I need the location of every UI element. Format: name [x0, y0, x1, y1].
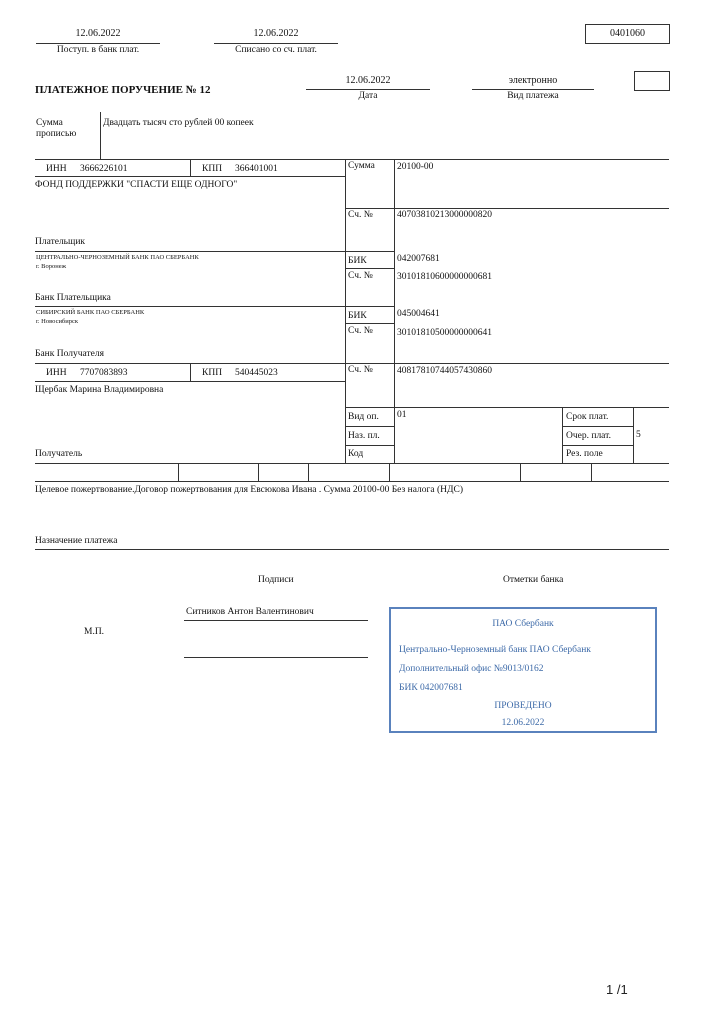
- payment-type: электронно: [508, 75, 558, 86]
- payer-label: Плательщик: [35, 237, 86, 247]
- payee-label: Получатель: [35, 449, 83, 459]
- form-code: 0401060: [585, 24, 670, 44]
- divider: [562, 445, 633, 446]
- vid-op-value: 01: [397, 410, 407, 420]
- debited-date: 12.06.2022: [253, 28, 299, 39]
- stamp-status: ПРОВЕДЕНО: [494, 701, 552, 711]
- payee-name: Щербак Марина Владимировна: [35, 385, 164, 395]
- stamp-bank: ПАО Сбербанк: [492, 619, 554, 629]
- divider: [308, 463, 309, 481]
- srok-label: Срок плат.: [566, 412, 609, 422]
- document-date: 12.06.2022: [345, 75, 391, 86]
- debited-label: Списано со сч. плат.: [235, 45, 317, 55]
- payee-bank-name: СИБИРСКИЙ БАНК ПАО СБЕРБАНК: [36, 309, 145, 316]
- ocher-value: 5: [636, 430, 641, 440]
- stamp-office: Дополнительный офис №9013/0162: [399, 664, 544, 674]
- vid-op-label: Вид оп.: [348, 412, 379, 422]
- mp-label: М.П.: [84, 627, 105, 637]
- signature-line: [184, 620, 368, 621]
- divider: [345, 445, 394, 446]
- payee-kpp-label: КПП: [202, 368, 223, 378]
- sum-value: 20100-00: [397, 162, 434, 172]
- amount-words-label-2: прописью: [36, 129, 77, 139]
- kod-label: Код: [348, 449, 364, 459]
- divider: [36, 43, 160, 44]
- stamp-branch: Центрально-Черноземный банк ПАО Сбербанк: [399, 645, 591, 655]
- date-label: Дата: [358, 91, 378, 101]
- divider: [35, 549, 669, 550]
- divider: [35, 251, 394, 252]
- divider: [35, 159, 669, 160]
- payee-bank-bik: 045004641: [397, 309, 440, 319]
- divider: [35, 481, 669, 482]
- payer-bank-bik: 042007681: [397, 254, 440, 264]
- divider: [633, 407, 634, 464]
- payee-bank-account-label: Сч. №: [348, 326, 373, 336]
- divider: [35, 381, 345, 382]
- received-label: Поступ. в банк плат.: [56, 45, 140, 55]
- divider: [389, 463, 390, 481]
- stamp-bik: БИК 042007681: [399, 683, 463, 693]
- divider: [100, 112, 101, 159]
- payer-name: ФОНД ПОДДЕРЖКИ "СПАСТИ ЕЩЕ ОДНОГО": [35, 180, 238, 190]
- divider: [35, 463, 669, 464]
- divider: [394, 159, 395, 464]
- payee-inn: 7707083893: [80, 368, 128, 378]
- signature-line: [184, 657, 368, 658]
- naz-pl-label: Наз. пл.: [348, 431, 380, 441]
- sum-label: Сумма: [348, 161, 375, 171]
- payer-bank-account-label: Сч. №: [348, 271, 373, 281]
- payment-type-label: Вид платежа: [507, 91, 559, 101]
- divider: [345, 268, 394, 269]
- received-date: 12.06.2022: [75, 28, 121, 39]
- divider: [258, 463, 259, 481]
- divider: [190, 363, 191, 381]
- bank-stamp: [389, 607, 657, 733]
- ocher-label: Очер. плат.: [566, 431, 611, 441]
- payer-bank-account: 30101810600000000681: [397, 272, 492, 282]
- payer-bank-bik-label: БИК: [348, 256, 367, 266]
- payee-account-label: Сч. №: [348, 365, 373, 375]
- payer-bank-name: ЦЕНТРАЛЬНО-ЧЕРНОЗЕМНЫЙ БАНК ПАО СБЕРБАНК: [36, 254, 199, 261]
- amount-words-value: Двадцать тысяч сто рублей 00 копеек: [103, 118, 254, 128]
- divider: [214, 43, 338, 44]
- divider: [345, 208, 669, 209]
- payee-bank-city: г. Новосибирск: [36, 318, 79, 325]
- signer-name: Ситников Антон Валентинович: [186, 607, 314, 617]
- divider: [562, 426, 633, 427]
- payer-account: 40703810213000000820: [397, 210, 492, 220]
- divider: [345, 426, 394, 427]
- status-box: [634, 71, 670, 91]
- payee-account: 40817810744057430860: [397, 366, 492, 376]
- page-title: ПЛАТЕЖНОЕ ПОРУЧЕНИЕ № 12: [35, 84, 211, 96]
- signatures-label: Подписи: [258, 575, 294, 585]
- divider: [178, 463, 179, 481]
- payee-inn-label: ИНН: [46, 368, 67, 378]
- purpose-label: Назначение платежа: [35, 536, 118, 546]
- divider: [306, 89, 430, 90]
- payer-kpp-label: КПП: [202, 164, 223, 174]
- divider: [345, 323, 394, 324]
- payer-kpp: 366401001: [235, 164, 278, 174]
- divider: [35, 363, 669, 364]
- stamp-date: 12.06.2022: [501, 718, 545, 728]
- rez-label: Рез. поле: [566, 449, 603, 459]
- divider: [345, 159, 346, 464]
- payee-bank-bik-label: БИК: [348, 311, 367, 321]
- page-number: 1 /1: [606, 982, 628, 997]
- payer-bank-label: Банк Плательщика: [35, 293, 111, 303]
- divider: [345, 407, 669, 408]
- payee-bank-label: Банк Получателя: [35, 349, 104, 359]
- divider: [520, 463, 521, 481]
- divider: [35, 176, 345, 177]
- payee-bank-account: 30101810500000000641: [397, 328, 492, 338]
- divider: [190, 159, 191, 176]
- payer-bank-city: г. Воронеж: [36, 263, 67, 270]
- divider: [472, 89, 594, 90]
- payer-inn-label: ИНН: [46, 164, 67, 174]
- payer-account-label: Сч. №: [348, 210, 373, 220]
- divider: [591, 463, 592, 481]
- payee-kpp: 540445023: [235, 368, 278, 378]
- divider: [35, 306, 394, 307]
- payer-inn: 3666226101: [80, 164, 128, 174]
- divider: [562, 407, 563, 464]
- amount-words-label-1: Сумма: [36, 118, 63, 128]
- bank-marks-label: Отметки банка: [503, 575, 564, 585]
- purpose-text: Целевое пожертвование.Договор пожертвования для Евсюкова Ивана . Сумма 20100-00 Без налога (НДС): [35, 485, 463, 495]
